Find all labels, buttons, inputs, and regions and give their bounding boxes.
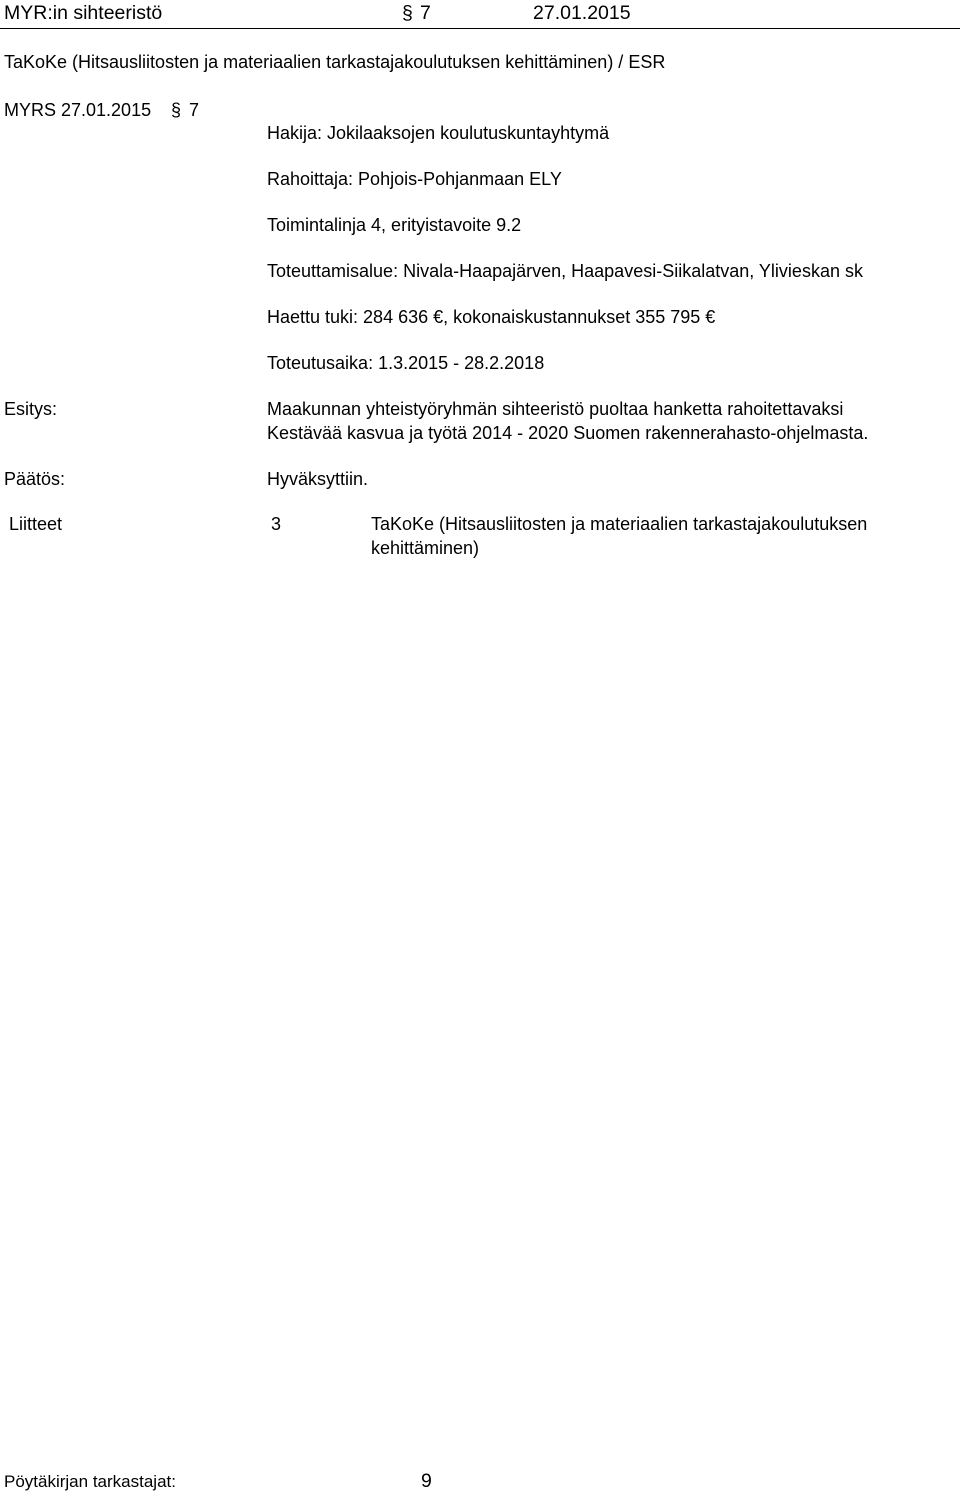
detail-priority-axis: Toimintalinja 4, erityistavoite 9.2 [267, 215, 522, 235]
detail-duration: Toteutusaika: 1.3.2015 - 28.2.2018 [267, 353, 545, 373]
header-date: 27.01.2015 [533, 2, 631, 24]
detail-funder: Rahoittaja: Pohjois-Pohjanmaan ELY [267, 169, 562, 189]
reference-text: MYRS 27.01.2015 [4, 100, 152, 120]
reference-section-number: 7 [189, 100, 200, 120]
decision-label: Päätös: [4, 469, 66, 489]
detail-funding: Haettu tuki: 284 636 €, kokonaiskustannukset 355 795 € [267, 307, 716, 327]
detail-applicant: Hakija: Jokilaaksojen koulutuskuntayhtymä [267, 123, 610, 143]
attachments-label: Liitteet [9, 514, 63, 534]
proposal-text-line1: Maakunnan yhteistyöryhmän sihteeristö puoltaa hanketta rahoitettavaksi [267, 399, 844, 419]
attachment-title-line1: TaKoKe (Hitsausliitosten ja materiaalien tarkastajakoulutuksen [371, 514, 868, 534]
proposal-text-line2: Kestävää kasvua ja työtä 2014 - 2020 Suomen rakennerahasto-ohjelmasta. [267, 423, 869, 443]
decision-text: Hyväksyttiin. [267, 469, 369, 489]
attachment-title-line2: kehittäminen) [371, 538, 480, 558]
footer-label: Pöytäkirjan tarkastajat: [4, 1472, 176, 1491]
proposal-label: Esitys: [4, 399, 58, 419]
page-number: 9 [421, 1470, 432, 1492]
reference-section-symbol: § [171, 100, 182, 120]
header-org: MYR:in sihteeristö [4, 2, 163, 24]
attachments-number: 3 [271, 514, 282, 534]
header-divider [0, 28, 960, 29]
detail-implementation-area: Toteuttamisalue: Nivala-Haapajärven, Haapavesi-Siikalatvan, Ylivieskan sk [267, 261, 863, 281]
document-title: TaKoKe (Hitsausliitosten ja materiaalien tarkastajakoulutuksen kehittäminen) / ESR [4, 52, 666, 72]
header-section-symbol: § [402, 2, 413, 24]
header-section-number: 7 [420, 2, 431, 24]
